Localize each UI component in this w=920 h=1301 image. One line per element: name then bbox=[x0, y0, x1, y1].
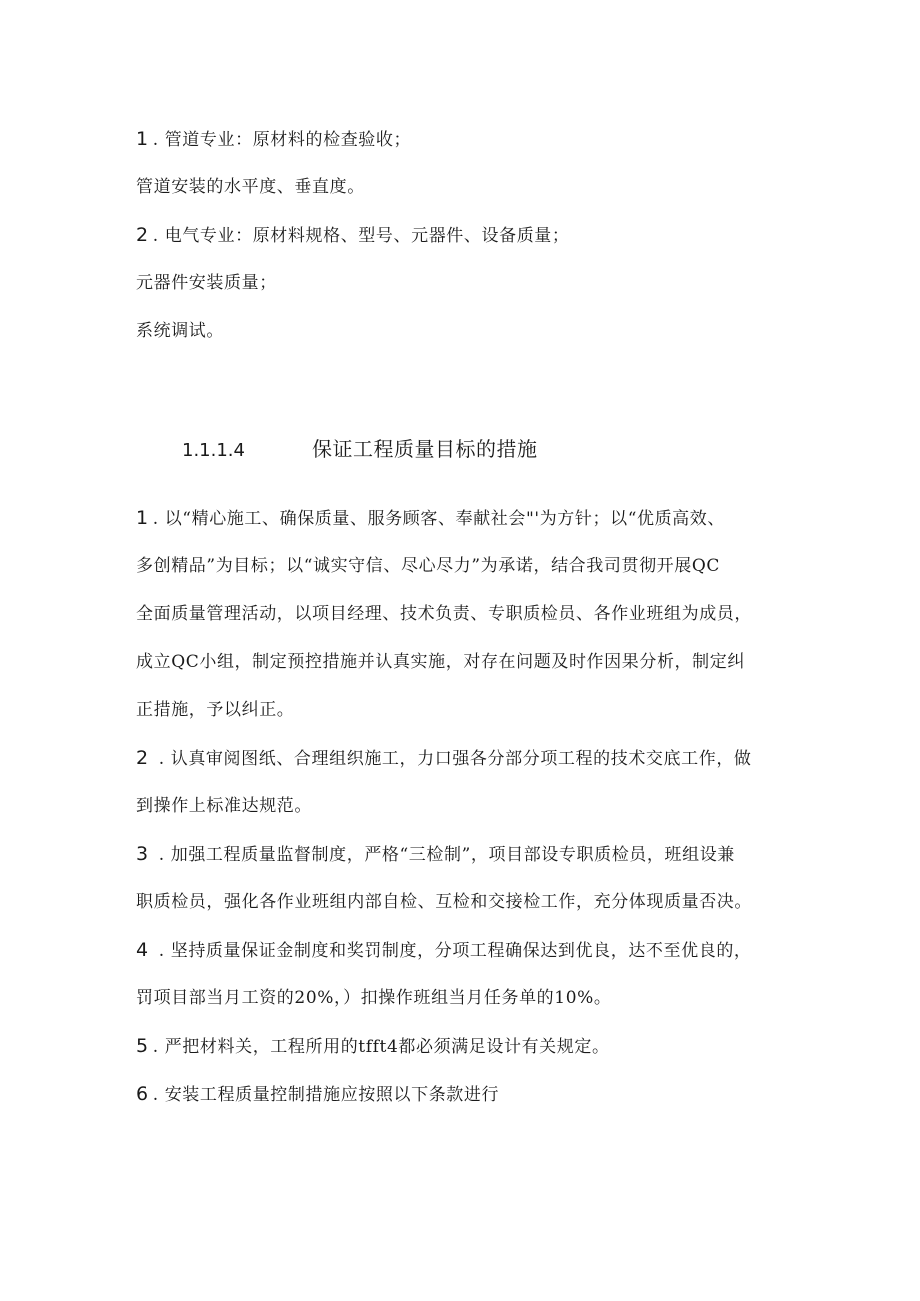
item-number: 4 bbox=[136, 939, 149, 961]
measure-1-line-5: 正措施，予以纠正。 bbox=[136, 700, 295, 720]
measure-1-line-3: 全面质量管理活动，以项目经理、技术负责、专职质检员、各作业班组为成员， bbox=[136, 604, 752, 624]
item-text: . 管道专业：原材料的检查验收； bbox=[152, 130, 412, 150]
section-title: 保证工程质量目标的措施 bbox=[312, 437, 538, 461]
item-number: 2 bbox=[136, 747, 149, 769]
item-number: 5 bbox=[136, 1035, 149, 1057]
measure-5-line-1 bbox=[136, 1035, 610, 1058]
measure-2-line-1 bbox=[136, 747, 752, 770]
item-text: . 以“精心施工、确保质量、服务顾客、奉献社会"'为方针；以“优质高效、 bbox=[152, 509, 725, 529]
measure-1-line-4: 成立QC小组，制定预控措施并认真实施，对存在问题及时作因果分析，制定纠 bbox=[136, 652, 745, 672]
section-a-item-2 bbox=[136, 224, 570, 247]
measure-1-line-1 bbox=[136, 507, 725, 530]
item-text: . 坚持质量保证金制度和奖罚制度，分项工程确保达到优良，达不至优良的， bbox=[152, 941, 752, 961]
measure-1-line-2: 多创精品”为目标；以“诚实守信、尽心尽力”为承诺，结合我司贯彻开展QC bbox=[136, 556, 721, 576]
section-a-item-1-continuation: 管道安装的水平度、垂直度。 bbox=[136, 177, 365, 197]
item-text: . 电气专业：原材料规格、型号、元器件、设备质量； bbox=[152, 226, 570, 246]
measure-4-line-2: 罚项目部当月工资的20%，）扣操作班组当月任务单的10%。 bbox=[136, 988, 612, 1008]
item-text: . 认真审阅图纸、合理组织施工，力口强各分部分项工程的技术交底工作，做 bbox=[152, 749, 752, 769]
section-a-item-2-continuation: 元器件安装质量； bbox=[136, 273, 277, 293]
item-text: . 加强工程质量监督制度，严格“三检制”，项目部设专职质检员，班组设兼 bbox=[152, 845, 735, 865]
section-number: 1.1.1.4 bbox=[182, 440, 245, 461]
item-text: . 安装工程质量控制措施应按照以下条款进行 bbox=[152, 1085, 500, 1105]
item-number: 2 bbox=[136, 224, 149, 246]
section-a-item-2-continuation: 系统调试。 bbox=[136, 321, 224, 341]
item-number: 3 bbox=[136, 843, 149, 865]
section-heading bbox=[182, 436, 538, 464]
measure-3-line-2: 职质检员，强化各作业班组内部自检、互检和交接检工作，充分体现质量否决。 bbox=[136, 892, 752, 912]
measure-4-line-1 bbox=[136, 939, 752, 962]
measure-6-line-1 bbox=[136, 1083, 499, 1106]
measure-3-line-1 bbox=[136, 843, 735, 866]
section-a-item-1 bbox=[136, 128, 411, 151]
item-text: . 严把材料关，工程所用的tfft4都必须满足设计有关规定。 bbox=[152, 1037, 610, 1057]
measure-2-line-2: 到操作上标准达规范。 bbox=[136, 796, 312, 816]
item-number: 1 bbox=[136, 128, 149, 150]
item-number: 6 bbox=[136, 1083, 149, 1105]
item-number: 1 bbox=[136, 507, 149, 529]
